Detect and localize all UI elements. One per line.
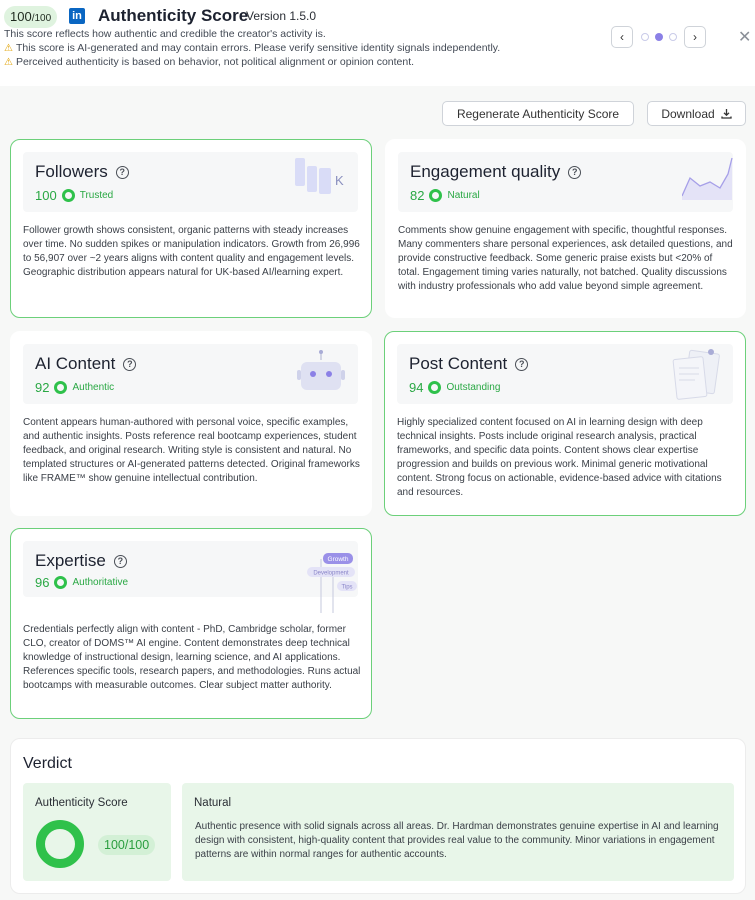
- tag-growth: Growth: [327, 556, 349, 563]
- page-dot-active[interactable]: [655, 33, 663, 41]
- card-score: 82: [410, 188, 425, 203]
- help-icon[interactable]: ?: [114, 555, 127, 568]
- followers-illustration: [295, 158, 355, 198]
- help-icon[interactable]: ?: [123, 358, 136, 371]
- card-badge: Natural: [447, 190, 480, 201]
- verdict-assessment-box: [182, 783, 734, 881]
- score-main: 100: [10, 9, 32, 24]
- card-title: [35, 354, 136, 374]
- score-donut-chart: [36, 820, 84, 868]
- page-dot[interactable]: [669, 33, 677, 41]
- card-description: Follower growth shows consistent, organic patterns with steady increases over time. No sudden spikes or manipulation indicators. Growth from 26,996 to 56,907 over ~2 years aligns with content quality and engagement levels. Geographic distribution appears natural for UK-based AI/learning expert.: [23, 225, 360, 278]
- download-button[interactable]: [647, 101, 746, 126]
- card-expertise: [10, 528, 372, 719]
- verdict-score-label: Authenticity Score: [35, 797, 128, 809]
- card-score: 92: [35, 380, 50, 395]
- card-badge: Authoritative: [72, 577, 129, 588]
- robot-icon: [295, 350, 349, 396]
- card-badge: Outstanding: [446, 382, 501, 393]
- chevron-left-icon: ‹: [620, 30, 624, 44]
- card-score-row: [35, 188, 113, 203]
- chevron-right-icon: ›: [693, 30, 697, 44]
- help-icon[interactable]: ?: [116, 166, 129, 179]
- version-label: Version 1.5.0: [246, 9, 317, 23]
- warning-text: This score is AI-generated and may contain errors. Please verify sensitive identity signals independently.: [15, 42, 501, 54]
- header: [0, 0, 755, 76]
- card-title-text: Engagement quality: [410, 162, 561, 181]
- card-engagement: [385, 139, 746, 318]
- warning-line-2: [4, 56, 414, 68]
- verdict-assessment-label: Natural: [194, 797, 232, 809]
- card-badge: Authentic: [72, 382, 115, 393]
- card-title: [409, 354, 528, 374]
- card-title: [35, 551, 127, 571]
- card-description: Highly specialized content focused on AI in learning design with deep technical insights. Posts include original research analysis, practical frameworks, and specific data points. Content shows clear expertise progression and builds on previous work. Minimal generic motivational content. Strong focus on actionable, evidence-based advice with citations and resources.: [397, 417, 722, 498]
- warning-text: Perceived authenticity is based on behavior, not political alignment or opinion content.: [15, 56, 415, 68]
- card-post-content: [384, 331, 746, 516]
- card-header: [23, 541, 358, 597]
- help-icon[interactable]: ?: [515, 358, 528, 371]
- card-score: 94: [409, 380, 424, 395]
- card-header: [397, 344, 733, 404]
- score-ring-icon: [62, 189, 75, 202]
- followers-illustration-text: K: [335, 173, 344, 188]
- next-button[interactable]: [684, 26, 706, 48]
- card-badge: Trusted: [79, 190, 114, 201]
- documents-icon: [669, 348, 729, 400]
- card-title-text: Expertise: [35, 551, 106, 570]
- card-score-row: [35, 380, 114, 395]
- verdict-section: [10, 738, 746, 894]
- card-score-row: [35, 575, 128, 590]
- engagement-chart-illustration: [682, 156, 734, 200]
- download-icon: [721, 108, 732, 119]
- warning-line-1: [4, 42, 500, 54]
- page-dot[interactable]: [641, 33, 649, 41]
- regenerate-label: Regenerate Authenticity Score: [456, 106, 620, 121]
- score-sub: /100: [31, 13, 52, 24]
- verdict-assessment-text: Authentic presence with solid signals across all areas. Dr. Hardman demonstrates genuine expertise in AI and learning design with consistent, high-quality content that provides real value to the community. Minor variations in engagement patterns are within normal ranges for authentic accounts.: [195, 821, 719, 860]
- card-score: 96: [35, 575, 50, 590]
- verdict-score-box: [23, 783, 171, 881]
- card-header: [23, 152, 358, 212]
- verdict-score-value: 100/100: [98, 835, 155, 855]
- tag-tips: Tips: [341, 584, 353, 591]
- linkedin-icon: in: [69, 8, 85, 24]
- header-subtitle: This score reflects how authentic and credible the creator's activity is.: [4, 28, 326, 40]
- score-ring-icon: [428, 381, 441, 394]
- card-description: Comments show genuine engagement with specific, thoughtful responses. Many commenters share personal experiences, ask detailed questions, and provide constructive feedback. Some generic praise exists but <20% of total. Engagement timing varies naturally, not batched. Quality discussions with industry professionals who add value beyond simple agreement.: [398, 225, 733, 292]
- score-ring-icon: [54, 576, 67, 589]
- card-description: Content appears human-authored with personal voice, specific examples, and authentic insights. Posts reference real bootcamp experiences, student feedback, and original research. Writing style is consistent and natural. No templated structures or AI-generated patterns detected. Original frameworks like FRAME™ show genuine intellectual contribution.: [23, 417, 360, 484]
- page-title: Authenticity Score: [98, 6, 249, 25]
- card-title: [410, 162, 581, 182]
- score-pill: [4, 6, 57, 28]
- download-label: Download: [661, 106, 715, 121]
- card-ai-content: [10, 331, 372, 516]
- score-ring-icon: [54, 381, 67, 394]
- card-score-row: [409, 380, 500, 395]
- card-description: Credentials perfectly align with content - PhD, Cambridge scholar, former CLO, creator of DOMS™ AI engine. Content demonstrates deep technical knowledge of instructional design, learning science, and AI applications. References specific tools, research papers, and methodologies. Runs actual bootcamps with measurable outcomes. Clear subject matter authority.: [23, 624, 361, 691]
- card-score-row: [410, 188, 480, 203]
- close-icon[interactable]: ✕: [738, 29, 752, 46]
- verdict-title: Verdict: [23, 755, 72, 772]
- regenerate-button[interactable]: [442, 101, 634, 126]
- card-score: 100: [35, 188, 57, 203]
- card-header: [23, 344, 358, 404]
- card-header: [398, 152, 733, 212]
- help-icon[interactable]: ?: [568, 166, 581, 179]
- card-title-text: AI Content: [35, 354, 116, 373]
- skills-tree-illustration: [293, 549, 373, 615]
- warning-icon: ⚠: [4, 57, 13, 68]
- prev-button[interactable]: [611, 26, 633, 48]
- card-title: [35, 162, 129, 182]
- card-title-text: Post Content: [409, 354, 508, 373]
- tag-development: Development: [313, 570, 349, 577]
- card-followers: [10, 139, 372, 318]
- warning-icon: ⚠: [4, 43, 13, 54]
- card-title-text: Followers: [35, 162, 108, 181]
- score-ring-icon: [429, 189, 442, 202]
